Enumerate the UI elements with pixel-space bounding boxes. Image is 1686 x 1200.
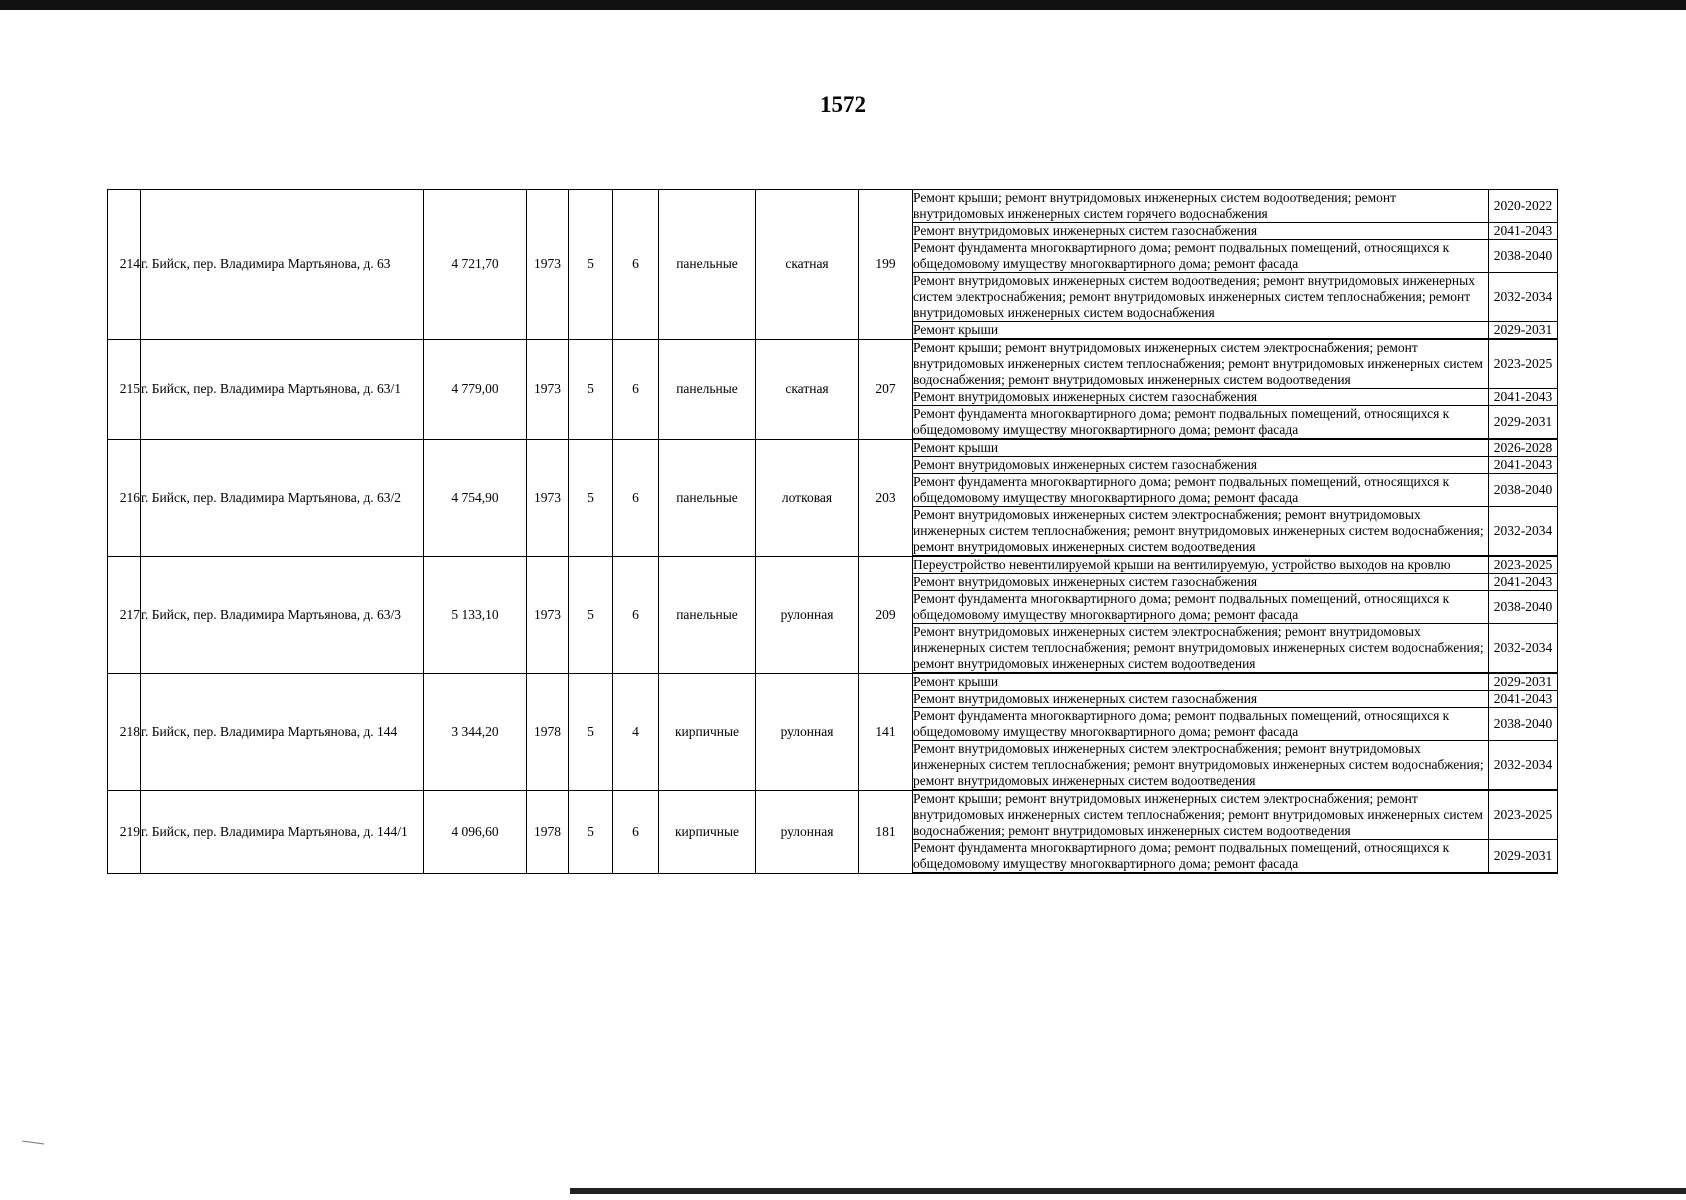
repair-period-cell: 2032-2034 <box>1489 507 1558 557</box>
year-built-cell: 1978 <box>527 790 569 873</box>
floors-cell: 5 <box>569 556 613 673</box>
repair-work-cell: Ремонт внутридомовых инженерных систем газоснабжения <box>913 223 1489 240</box>
floors-cell: 5 <box>569 190 613 340</box>
bottom-scan-border <box>570 1188 1686 1194</box>
repair-work-cell: Ремонт внутридомовых инженерных систем газоснабжения <box>913 389 1489 406</box>
repair-work-cell: Ремонт крыши <box>913 673 1489 691</box>
repair-period-cell: 2023-2025 <box>1489 339 1558 389</box>
roof-type-cell: скатная <box>756 339 859 439</box>
row-number-cell: 214 <box>108 190 141 340</box>
entrances-cell: 6 <box>613 439 659 556</box>
house-record <box>108 790 1558 873</box>
repair-work-cell: Ремонт внутридомовых инженерных систем электроснабжения; ремонт внутридомовых инженерных систем теплоснабжения; ремонт внутридомовых инженерных систем водоснабжения; ремонт внутридомовых инженерных систем водоотведения <box>913 507 1489 557</box>
repair-work-cell: Ремонт внутридомовых инженерных систем электроснабжения; ремонт внутридомовых инженерных систем теплоснабжения; ремонт внутридомовых инженерных систем водоснабжения; ремонт внутридомовых инженерных систем водоотведения <box>913 741 1489 791</box>
repair-period-cell: 2038-2040 <box>1489 474 1558 507</box>
wall-material-cell: панельные <box>659 339 756 439</box>
table-row <box>108 556 1558 574</box>
floors-cell: 5 <box>569 339 613 439</box>
repair-work-cell: Ремонт фундамента многоквартирного дома; ремонт подвальных помещений, относящихся к общедомовому имуществу многоквартирного дома; ремонт фасада <box>913 591 1489 624</box>
repair-work-cell: Ремонт фундамента многоквартирного дома; ремонт подвальных помещений, относящихся к общедомовому имуществу многоквартирного дома; ремонт фасада <box>913 708 1489 741</box>
residents-cell: 203 <box>859 439 913 556</box>
address-cell: г. Бийск, пер. Владимира Мартьянова, д. 63/1 <box>141 339 424 439</box>
row-number-cell: 219 <box>108 790 141 873</box>
repair-period-cell: 2023-2025 <box>1489 790 1558 840</box>
repair-work-cell: Ремонт внутридомовых инженерных систем газоснабжения <box>913 457 1489 474</box>
floors-cell: 5 <box>569 673 613 790</box>
house-record <box>108 556 1558 673</box>
repair-period-cell: 2041-2043 <box>1489 457 1558 474</box>
residents-cell: 209 <box>859 556 913 673</box>
entrances-cell: 6 <box>613 339 659 439</box>
repair-work-cell: Ремонт внутридомовых инженерных систем водоотведения; ремонт внутридомовых инженерных систем электроснабжения; ремонт внутридомовых инженерных систем теплоснабжения; ремонт внутридомовых инженерных систем водоснабжения <box>913 273 1489 322</box>
area-cell: 4 721,70 <box>424 190 527 340</box>
house-record <box>108 439 1558 556</box>
page-number: 1572 <box>820 92 866 117</box>
residents-cell: 181 <box>859 790 913 873</box>
residents-cell: 141 <box>859 673 913 790</box>
floors-cell: 5 <box>569 790 613 873</box>
repair-period-cell: 2032-2034 <box>1489 741 1558 791</box>
table-row <box>108 790 1558 840</box>
wall-material-cell: панельные <box>659 439 756 556</box>
roof-type-cell: рулонная <box>756 790 859 873</box>
housing-register-table <box>107 189 1558 874</box>
repair-period-cell: 2038-2040 <box>1489 708 1558 741</box>
repair-period-cell: 2032-2034 <box>1489 624 1558 674</box>
repair-period-cell: 2041-2043 <box>1489 389 1558 406</box>
house-record <box>108 339 1558 439</box>
repair-work-cell: Ремонт фундамента многоквартирного дома; ремонт подвальных помещений, относящихся к общедомовому имуществу многоквартирного дома; ремонт фасада <box>913 840 1489 874</box>
row-number-cell: 218 <box>108 673 141 790</box>
repair-work-cell: Ремонт крыши <box>913 439 1489 457</box>
year-built-cell: 1978 <box>527 673 569 790</box>
table-row <box>108 673 1558 691</box>
entrances-cell: 4 <box>613 673 659 790</box>
repair-work-cell: Ремонт фундамента многоквартирного дома; ремонт подвальных помещений, относящихся к общедомовому имуществу многоквартирного дома; ремонт фасада <box>913 240 1489 273</box>
address-cell: г. Бийск, пер. Владимира Мартьянова, д. 63 <box>141 190 424 340</box>
repair-period-cell: 2029-2031 <box>1489 673 1558 691</box>
repair-period-cell: 2023-2025 <box>1489 556 1558 574</box>
house-record <box>108 190 1558 340</box>
entrances-cell: 6 <box>613 790 659 873</box>
table-row <box>108 439 1558 457</box>
roof-type-cell: рулонная <box>756 556 859 673</box>
wall-material-cell: панельные <box>659 190 756 340</box>
entrances-cell: 6 <box>613 556 659 673</box>
address-cell: г. Бийск, пер. Владимира Мартьянова, д. 63/3 <box>141 556 424 673</box>
repair-work-cell: Ремонт фундамента многоквартирного дома; ремонт подвальных помещений, относящихся к общедомовому имуществу многоквартирного дома; ремонт фасада <box>913 406 1489 440</box>
year-built-cell: 1973 <box>527 190 569 340</box>
wall-material-cell: панельные <box>659 556 756 673</box>
repair-period-cell: 2041-2043 <box>1489 574 1558 591</box>
address-cell: г. Бийск, пер. Владимира Мартьянова, д. 63/2 <box>141 439 424 556</box>
wall-material-cell: кирпичные <box>659 790 756 873</box>
year-built-cell: 1973 <box>527 439 569 556</box>
repair-period-cell: 2029-2031 <box>1489 406 1558 440</box>
repair-period-cell: 2041-2043 <box>1489 691 1558 708</box>
roof-type-cell: лотковая <box>756 439 859 556</box>
house-record <box>108 673 1558 790</box>
roof-type-cell: скатная <box>756 190 859 340</box>
repair-work-cell: Ремонт крыши; ремонт внутридомовых инженерных систем электроснабжения; ремонт внутридомовых инженерных систем теплоснабжения; ремонт внутридомовых инженерных систем водоснабжения; ремонт внутридомовых инженерных систем водоотведения <box>913 790 1489 840</box>
repair-work-cell: Ремонт крыши <box>913 322 1489 340</box>
row-number-cell: 215 <box>108 339 141 439</box>
repair-work-cell: Ремонт крыши; ремонт внутридомовых инженерных систем водоотведения; ремонт внутридомовых инженерных систем горячего водоснабжения <box>913 190 1489 223</box>
roof-type-cell: рулонная <box>756 673 859 790</box>
area-cell: 3 344,20 <box>424 673 527 790</box>
address-cell: г. Бийск, пер. Владимира Мартьянова, д. 144/1 <box>141 790 424 873</box>
year-built-cell: 1973 <box>527 339 569 439</box>
repair-period-cell: 2032-2034 <box>1489 273 1558 322</box>
repair-period-cell: 2026-2028 <box>1489 439 1558 457</box>
wall-material-cell: кирпичные <box>659 673 756 790</box>
table-row <box>108 339 1558 389</box>
area-cell: 4 096,60 <box>424 790 527 873</box>
table-row <box>108 190 1558 223</box>
area-cell: 4 779,00 <box>424 339 527 439</box>
repair-period-cell: 2038-2040 <box>1489 240 1558 273</box>
row-number-cell: 216 <box>108 439 141 556</box>
area-cell: 5 133,10 <box>424 556 527 673</box>
residents-cell: 207 <box>859 339 913 439</box>
repair-period-cell: 2020-2022 <box>1489 190 1558 223</box>
repair-period-cell: 2041-2043 <box>1489 223 1558 240</box>
repair-work-cell: Ремонт фундамента многоквартирного дома; ремонт подвальных помещений, относящихся к общедомовому имуществу многоквартирного дома; ремонт фасада <box>913 474 1489 507</box>
residents-cell: 199 <box>859 190 913 340</box>
repair-work-cell: Ремонт крыши; ремонт внутридомовых инженерных систем электроснабжения; ремонт внутридомовых инженерных систем теплоснабжения; ремонт внутридомовых инженерных систем водоснабжения; ремонт внутридомовых инженерных систем водоотведения <box>913 339 1489 389</box>
top-scan-border <box>0 0 1686 10</box>
repair-work-cell: Переустройство невентилируемой крыши на вентилируемую, устройство выходов на кровлю <box>913 556 1489 574</box>
repair-work-cell: Ремонт внутридомовых инженерных систем газоснабжения <box>913 691 1489 708</box>
repair-work-cell: Ремонт внутридомовых инженерных систем газоснабжения <box>913 574 1489 591</box>
floors-cell: 5 <box>569 439 613 556</box>
scan-mark <box>22 1140 44 1147</box>
address-cell: г. Бийск, пер. Владимира Мартьянова, д. 144 <box>141 673 424 790</box>
year-built-cell: 1973 <box>527 556 569 673</box>
row-number-cell: 217 <box>108 556 141 673</box>
repair-period-cell: 2029-2031 <box>1489 322 1558 340</box>
entrances-cell: 6 <box>613 190 659 340</box>
repair-period-cell: 2038-2040 <box>1489 591 1558 624</box>
repair-work-cell: Ремонт внутридомовых инженерных систем электроснабжения; ремонт внутридомовых инженерных систем теплоснабжения; ремонт внутридомовых инженерных систем водоснабжения; ремонт внутридомовых инженерных систем водоотведения <box>913 624 1489 674</box>
repair-period-cell: 2029-2031 <box>1489 840 1558 874</box>
area-cell: 4 754,90 <box>424 439 527 556</box>
